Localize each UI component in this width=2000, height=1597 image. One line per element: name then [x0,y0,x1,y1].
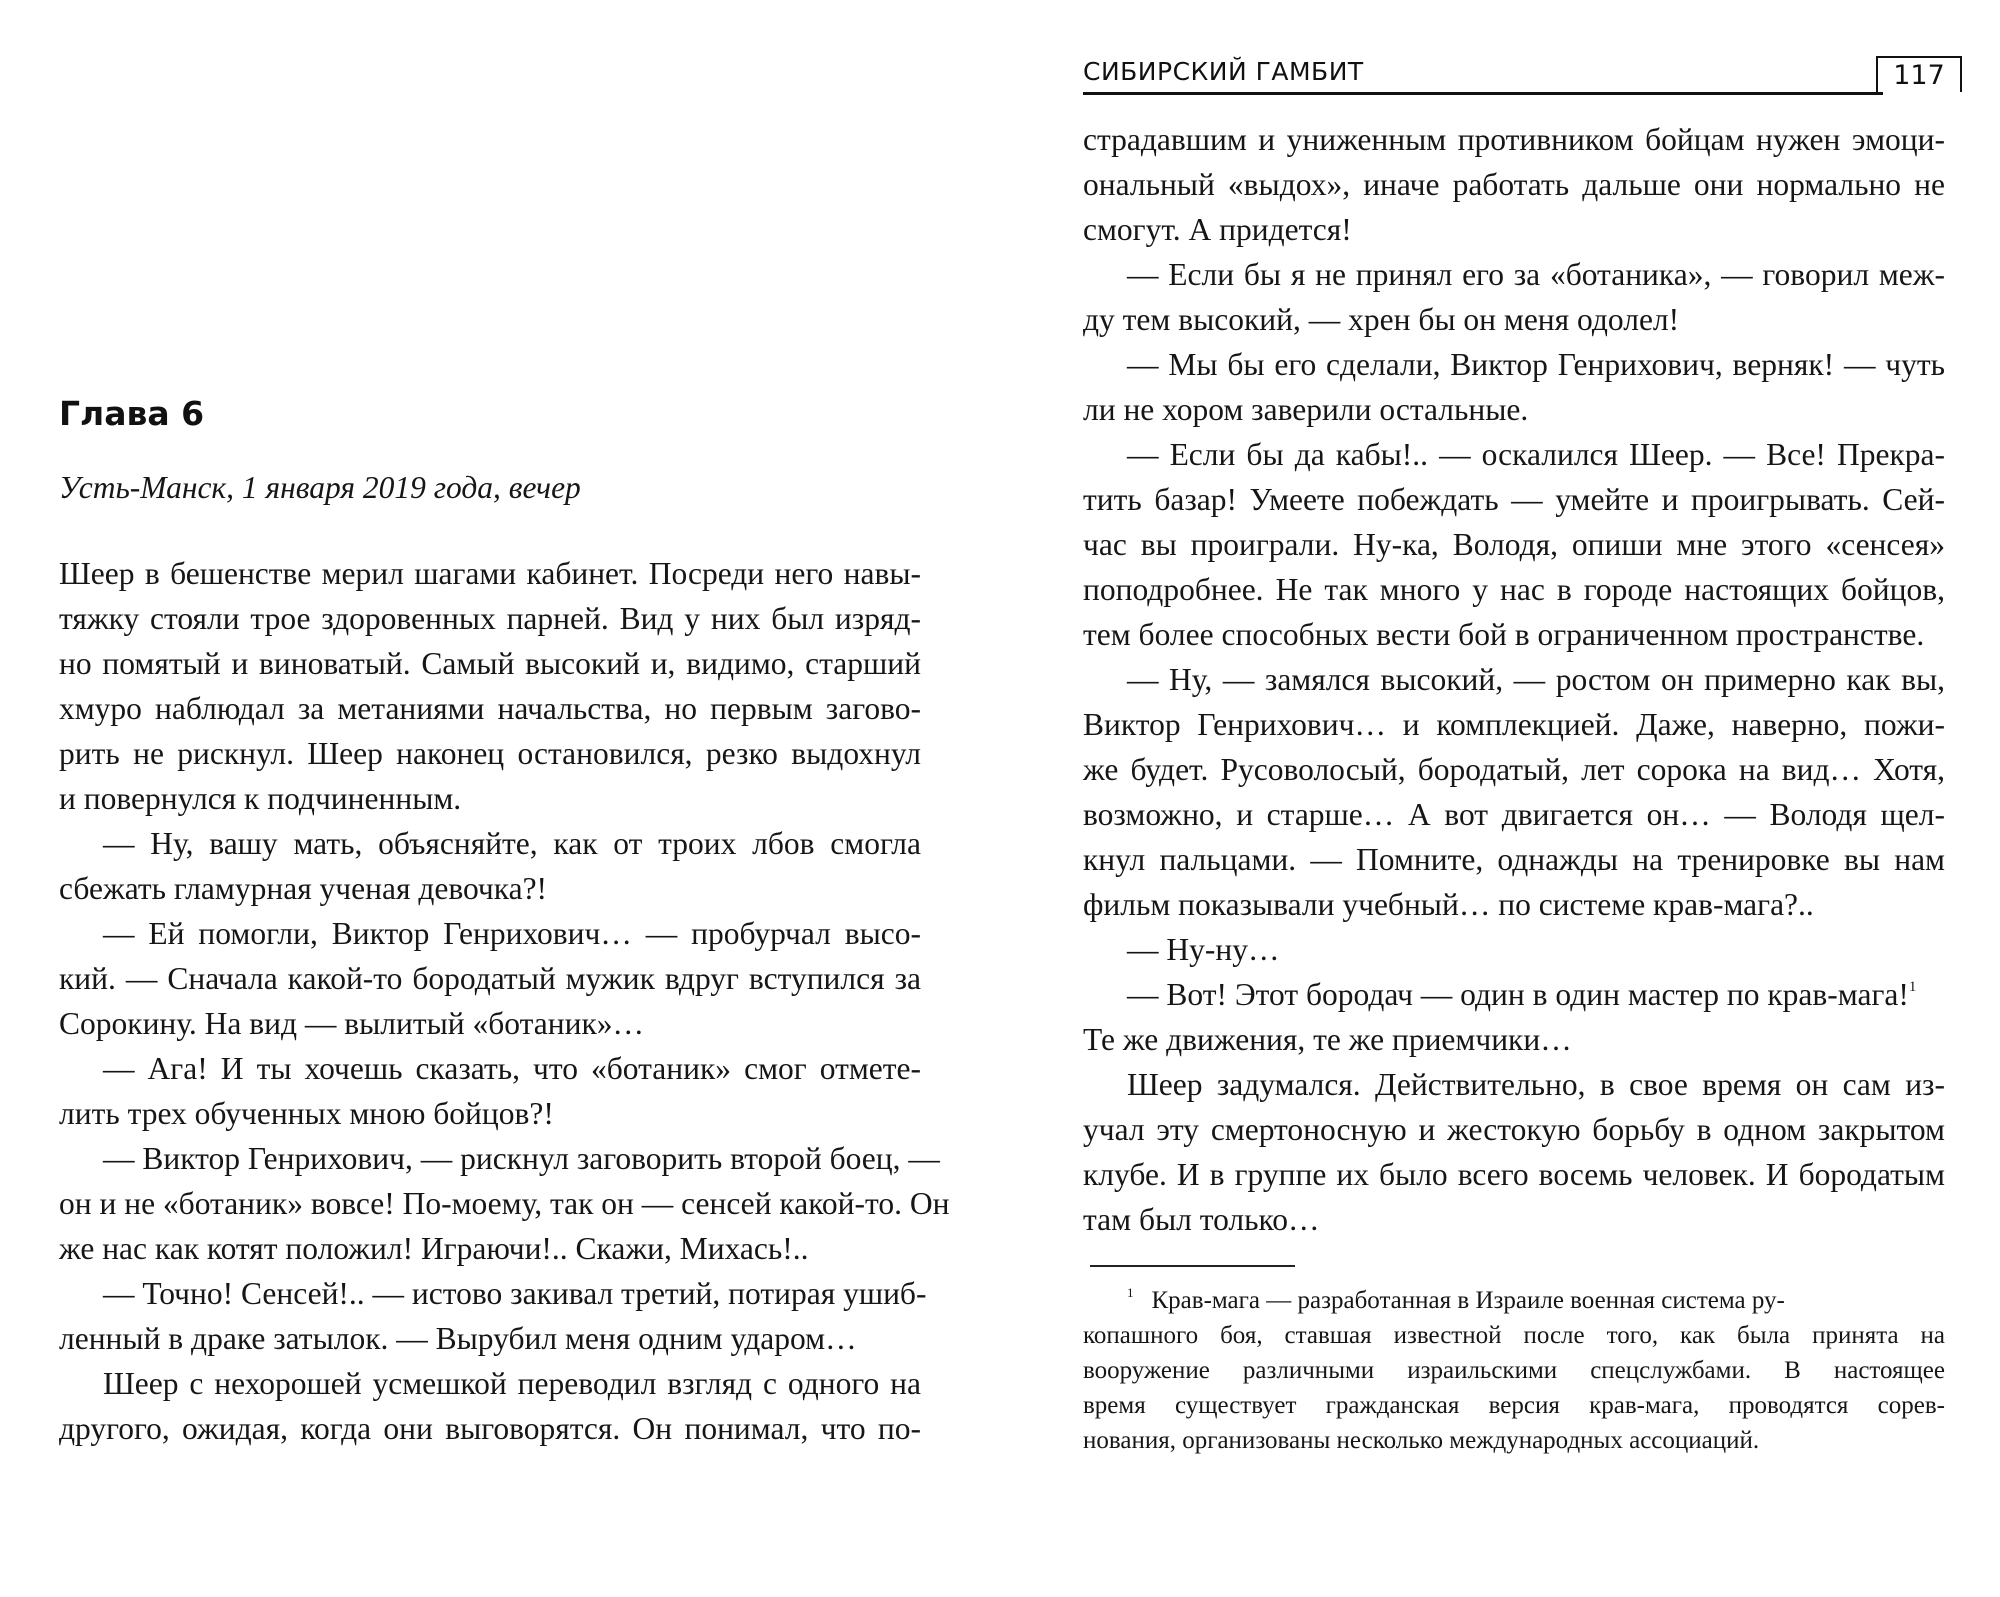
text-line: поподробнее. Не так много у нас в городе настоящих бойцов, [1083,572,1945,607]
text-line: лить трех обученных мною бойцов?! [59,1096,554,1131]
text-line: учал эту смертоносную и жестокую борьбу в одном закрытом [1083,1112,1945,1147]
text-line: — Ей помогли, Виктор Генрихович… — пробурчал высо- [103,916,921,951]
chapter-title: Глава 6 [59,394,205,433]
text-line: Виктор Генрихович… и комплекцией. Даже, наверно, пожи- [1083,707,1945,742]
text-line: там был только… [1083,1202,1320,1237]
text-line: рить не рискнул. Шеер наконец остановился, резко выдохнул [59,736,921,771]
text-line: Те же движения, те же приемчики… [1083,1022,1572,1057]
text-line: — Ну-ну… [1127,932,1280,967]
text-line: сбежать гламурная ученая девочка?! [59,871,548,906]
text-line: — Ну, — замялся высокий, — ростом он примерно как вы, [1127,662,1945,697]
footnote-line: копашного боя, ставшая известной после того, как была принята на [1083,1322,1945,1349]
text-line: клубе. И в группе их было всего восемь человек. И бородатым [1083,1157,1945,1192]
text-line: ду тем высокий, — хрен бы он меня одолел! [1083,302,1680,337]
footnote-line: нования, организованы несколько международных ассоциаций. [1083,1427,1760,1454]
chapter-dateline: Усть-Манск, 1 января 2019 года, вечер [59,470,581,505]
text-line: кий. — Сначала какой-то бородатый мужик вдруг вступился за [59,961,921,996]
text-line: тить базар! Умеете побеждать — умейте и проигрывать. Сей- [1083,482,1945,517]
footnote-marker: 1 [1127,1285,1134,1300]
header-rule [1083,92,1883,95]
text-line: хмуро наблюдал за метаниями начальства, но первым загово- [59,691,921,726]
footnote-rule [1090,1265,1295,1267]
text-line: — Ага! И ты хочешь сказать, что «ботаник» смог отмете- [103,1051,921,1086]
text-line: кнул пальцами. — Помните, однажды на тренировке вы нам [1083,842,1945,877]
text-line: — Точно! Сенсей!.. — истово закивал третий, потирая ушиб- [103,1276,927,1311]
text-line: возможно, и старше… А вот двигается он… — Володя щел- [1083,797,1945,832]
text-line-with-footnote-ref [1127,973,1916,1017]
text-line: страдавшим и униженным противником бойцам нужен эмоци- [1083,122,1945,157]
text-line: — Мы бы его сделали, Виктор Генрихович, верняк! — чуть [1127,347,1945,382]
text-line: тем более способных вести бой в ограниченном пространстве. [1083,617,1925,652]
text-line: Шеер задумался. Действительно, в свое время он сам из- [1127,1067,1945,1102]
text-line: ли не хором заверили остальные. [1083,392,1529,427]
text-line: он и не «ботаник» вовсе! По-моему, так он — сенсей какой-то. Он [59,1186,950,1221]
running-head: СИБИРСКИЙ ГАМБИТ [1083,57,1364,86]
footnote-line: время существует гражданская версия крав-мага, проводятся сорев- [1083,1392,1945,1419]
page-number: 117 [1876,56,1962,92]
text-line: Сорокину. На вид — вылитый «ботаник»… [59,1006,645,1041]
text-line: ленный в драке затылок. — Вырубил меня одним ударом… [59,1321,857,1356]
text-line: же нас как котят положил! Играючи!.. Скажи, Михась!.. [59,1231,809,1266]
footnote-first-line [1127,1283,1945,1318]
text-line: же будет. Русоволосый, бородатый, лет сорока на вид… Хотя, [1083,752,1945,787]
text-line: — Если бы да кабы!.. — оскалился Шеер. — Все! Прекра- [1127,437,1945,472]
text-line: но помятый и виноватый. Самый высокий и, видимо, старший [59,646,921,681]
footnote-line: Крав-мага — разработанная в Израиле военная система ру- [1151,1287,1785,1314]
text-line: ональный «выдох», иначе работать дальше они нормально не [1083,167,1945,202]
text-line: Шеер с нехорошей усмешкой переводил взгляд с одного на [103,1366,921,1401]
text-line: другого, ожидая, когда они выговорятся. Он понимал, что по- [59,1411,921,1446]
text-line: — Ну, вашу мать, объясняйте, как от троих лбов смогла [103,826,921,861]
text-line: — Если бы я не принял его за «ботаника», — говорил меж- [1127,257,1945,292]
text-line: тяжку стояли трое здоровенных парней. Вид у них был изряд- [59,601,921,636]
footnote-ref: 1 [1908,979,1917,995]
text-line: фильм показывали учебный… по системе крав-мага?.. [1083,887,1814,922]
footnote-line: вооружение различными израильскими спецслужбами. В настоящее [1083,1357,1945,1384]
text-line: час вы проиграли. Ну-ка, Володя, опиши мне этого «сенсея» [1083,527,1945,562]
text-fragment: — Вот! Этот бородач — один в один мастер по крав-мага! [1127,977,1909,1012]
text-line: и повернулся к подчиненным. [59,781,462,816]
text-line: смогут. А придется! [1083,212,1352,247]
text-line: Шеер в бешенстве мерил шагами кабинет. Посреди него навы- [59,556,921,591]
text-line: — Виктор Генрихович, — рискнул заговорить второй боец, — [103,1141,940,1176]
